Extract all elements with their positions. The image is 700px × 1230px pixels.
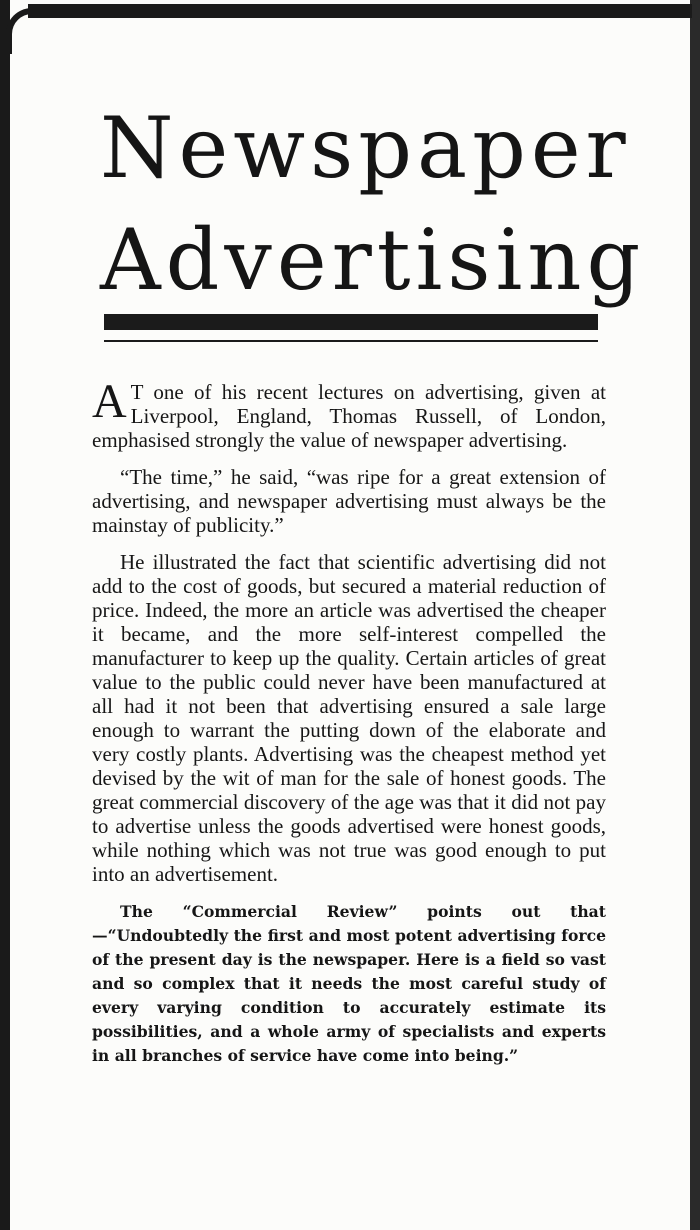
title-heavy-rule <box>104 314 598 330</box>
left-column-border <box>0 0 10 1230</box>
title-line-1: Newspaper <box>100 99 631 197</box>
paragraph-1-text: T one of his recent lectures on advertising, given at Liverpool, England, Thomas Russell, of London, emphasised strongly the value of newspaper advertising. <box>92 380 606 452</box>
right-column-border <box>690 0 700 1230</box>
title-thin-rule <box>104 340 598 342</box>
paragraph-3: He illustrated the fact that scientific advertising did not add to the cost of goods, but secured a material reduction of price. Indeed, the more an article was advertised the cheaper it became, and the more self-interest compelled the manufacturer to keep up the quality. Certain articles of great value to the public could never have been manufactured at all had it not been that advertising ensured a sale large enough to warrant the putting down of the elaborate and very costly plants. Advertising was the cheapest method yet devised by the wit of man for the sale of honest goods. The great commercial discovery of the age was that it did not pay to advertise unless the goods advertised were honest goods, while nothing which was not true was good enough to put into an advertisement. <box>92 550 606 886</box>
top-heavy-rule <box>28 4 692 18</box>
title-line-2: Advertising <box>100 211 646 309</box>
article-title <box>100 92 646 316</box>
article-body <box>92 375 606 1068</box>
quoted-review: The “Commercial Review” points out that—“Undoubtedly the first and most potent advertising force of the present day is the newspaper. Here is a field so vast and so complex that it needs the most careful study of every varying condition to accurately estimate its possibilities, and a whole army of specialists and experts in all branches of service have come into being.” <box>92 902 606 1065</box>
drop-cap: A <box>92 375 127 428</box>
paragraph-1 <box>92 375 606 452</box>
paragraph-2: “The time,” he said, “was ripe for a great extension of advertising, and newspaper advertising must always be the mainstay of publicity.” <box>92 465 606 537</box>
